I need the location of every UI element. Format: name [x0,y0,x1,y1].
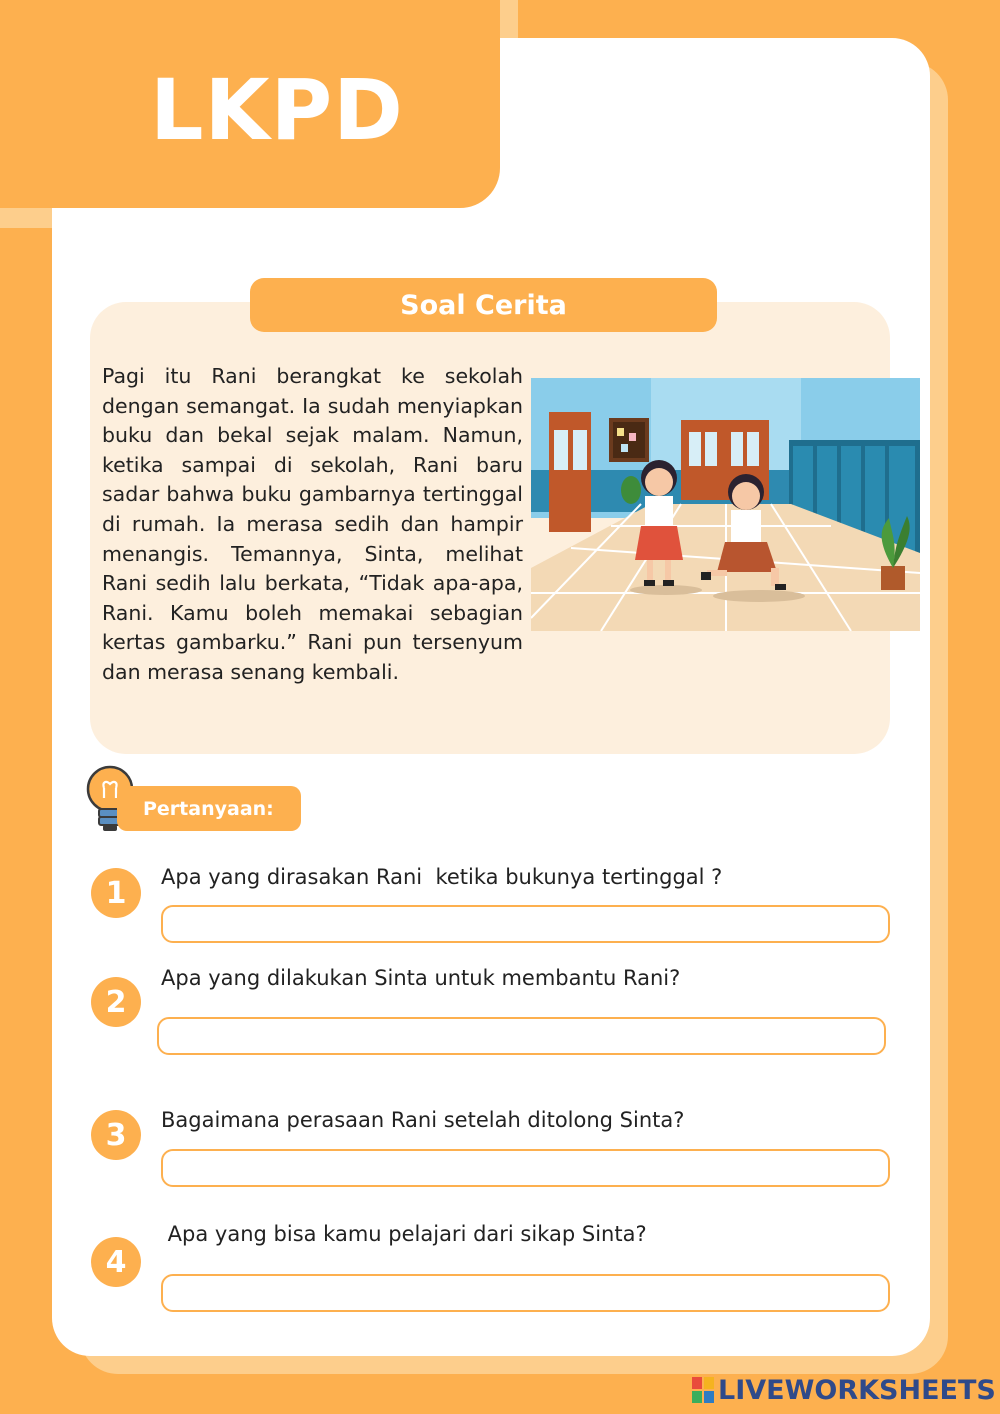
question-number-4: 4 [91,1237,141,1287]
story-heading: Soal Cerita [250,278,717,332]
questions-label: Pertanyaan: [117,786,301,831]
answer-input-2[interactable] [157,1017,886,1055]
question-number-2: 2 [91,977,141,1027]
answer-input-4[interactable] [161,1274,890,1312]
question-text-3: Bagaimana perasaan Rani setelah ditolong Sinta? [161,1108,685,1132]
question-text-1: Apa yang dirasakan Rani ketika bukunya tertinggal ? [161,865,723,889]
answer-input-1[interactable] [161,905,890,943]
answer-input-3[interactable] [161,1149,890,1187]
question-number-1: 1 [91,868,141,918]
question-number-3: 3 [91,1110,141,1160]
brand-text[interactable]: LIVEWORKSHEETS [718,1374,996,1406]
question-text-4: Apa yang bisa kamu pelajari dari sikap Sinta? [161,1222,647,1246]
question-text-2: Apa yang dilakukan Sinta untuk membantu Rani? [161,966,681,990]
school-hallway-illustration [531,378,920,631]
page-title: LKPD [150,61,404,159]
liveworksheets-brand [692,1374,996,1406]
liveworksheets-logo-icon [692,1377,714,1403]
story-text: Pagi itu Rani berangkat ke sekolah dengan semangat. Ia sudah menyiapkan buku dan bekal sejak malam. Namun, ketika sampai di sekolah, Rani baru sadar bahwa buku gambarnya tertinggal di rumah. Ia merasa sedih dan hampir menangis. Temannya, Sinta, melihat Rani sedih lalu berkata, “Tidak apa-apa, Rani. Kamu boleh memakai sebagian kertas gambarku.” Rani pun tersenyum dan merasa senang kembali. [102,364,523,684]
